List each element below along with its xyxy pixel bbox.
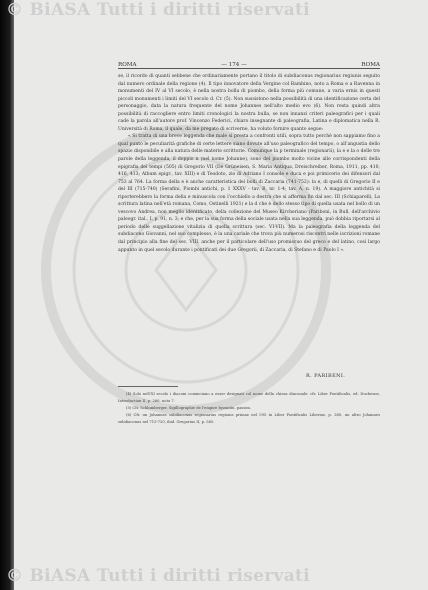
copyright-watermark-top: © BiASA Tutti i diritti riservati	[6, 0, 310, 20]
running-head-left: ROMA	[118, 62, 137, 68]
copyright-watermark-bottom: © BiASA Tutti i diritti riservati	[6, 566, 310, 586]
document-page	[14, 0, 428, 590]
footnotes	[118, 391, 380, 426]
article-body	[118, 73, 380, 254]
running-head-right: ROMA	[361, 62, 380, 68]
footnote-5: (5) Cfr. Schlumberger, Sigillographie de l'empire byzantin, passim.	[126, 406, 252, 411]
author-signature: R. PARIBENI.	[306, 373, 346, 379]
scan-edge	[0, 0, 14, 590]
footnote-rule	[118, 386, 178, 387]
footnote-6: (6) Cfr. un Johannes subdiaconus regionarius regionis primae nel 595 in Liber Pontificalis Liberius, p. 280, un altro Johannes subdiaconus nel 713-720, ibid. Gregorius II, p. 565.	[118, 413, 380, 425]
footnote-4: (4) Solo nell'XI secolo i diaconi cominciano a esser designati col nome della chiesa diaconale: cfr. Liber Pontificalis, ed. Duchesne, Introduction II, p. 266, nota 7.	[118, 392, 380, 404]
header-rule	[118, 68, 380, 69]
body-paragraph-2: « Si tratta di una breve leggenda che male si presta a confronti utili, sopra tutto perchè non sappiamo fino a qual punto le peculiarità grafiche di certe lettere siano dovute all'uso paleografico del tempo, o all'angustia dello spazio disponibile e alla natura delle materie scrittorie. Comunque la p terminale (regionarii), la e e la o delle tre parole della leggenda, il doppio n (nel nome Johanne), sono del piombo molto vicine alle corrispondenti della epigrafia dei tempi (505) di Gregorio VII (De Grüneisen, S. Maria Antiqua, Dreischreiber, Roma, 1911, pp. 410, 416, 413; Album epigr., tav. XIII) e di Teodoto, zio di Adriano I console e duca e poi primicerio dei difensori dal 753 al 764. La forma della e è anche caratteristica dei bolli di Zaccaria (741-752): la e, di quelli di Gregorio II e del III (715-740) (Serafini, Piombi antichi, p. 1 XXXV - tav. B, nr. 1-4; tav. A, n. 19). A maggiore antichità si riporterebbero la forma della e minuscola con l'occhiello a destra che si afferma fin dal sec. III (Schiaparelli, La scrittura latina nell'età romana, Como, Ostinelli 1921) e la d che è dello stesso tipo di quella usata nel bollo di un vescovo Andrea, non meglio identificato, della collezione del Museo Kircheriano (Pariboni, in Bull. dell'archivio paleogr. ital., I, p. 91, n. 3; e che, per la sua forma della sociale usata nella sua leggenda, può dobbia riportarsi al periodo delle suggellazione vitalizia di quella scrittura (sec. VI-VII). Ma la paleografia della leggenda del subdiacono Giovanni, nel suo complesso, è la una cariale che trova più numerosi riscontri nelle iscrizioni romane dal principio alla fine del sec. VIII, anche per il particolare dell'uso promiscuo del greco e del latino, così largo appunto in quel secolo durante i pontificati dei due Gregorii, di Zaccaria, di Stefano e di Paolo I ».	[118, 134, 380, 253]
page-number: — 174 —	[221, 62, 247, 68]
body-paragraph-1: se, il ricordo di quanti sebbene che ordinariamente portano il titolo di subdiaconus regionarius regiunis seguito dal numero ordinale della regione (4). Il tipo innovatore della Vergine col Bambino, noto a Roma e a Ravenna in monumenti del IV al VI secolo, è nella nostra bolla di piombo, della forma più comune, a varia ernis in questi piccoli monumenti i limiti del VI secolo d. Cr. (5). Non sussistono nella possibilità di una identificazione certa del personaggio, data la natura frequente del nome Johannes nell'alto medio evo (6). Non resta quindi altra possibilità di raccogliere entro limiti cronologici la nostra bulla, se non innanzi criteri paleografici per i quali cade la parola all'autore prof. Vincenzo Federici, chiaro insegnante di paleografia, Latina e diplomatica nella R. Università di Roma, il quale, da me pregato di scriverne, ha voluto fornire quanto segue:	[118, 74, 380, 132]
